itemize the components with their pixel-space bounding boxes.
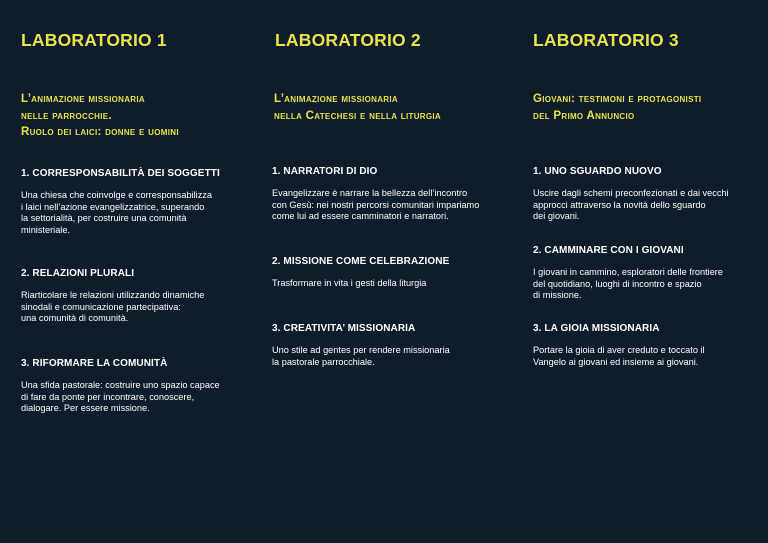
text-line: sinodali e comunicazione partecipativa: — [21, 301, 181, 312]
text-line: Una sfida pastorale: costruire uno spazio capace — [21, 380, 220, 390]
section-text — [272, 188, 517, 223]
lab2-section-1 — [272, 166, 517, 223]
section-title: 1. UNO SGUARDO NUOVO — [533, 166, 662, 177]
subtitle-line: L’animazione missionaria — [274, 93, 398, 105]
section-title: 3. CREATIVITA’ MISSIONARIA — [272, 323, 416, 334]
text-line: di missione. — [533, 290, 582, 301]
subtitle-line: L’animazione missionaria — [21, 93, 145, 105]
text-line: come lui ad essere camminatori e narratori. — [272, 211, 449, 222]
text-line: Uno stile ad gentes per rendere missionaria — [272, 345, 450, 355]
lab3-section-2 — [533, 245, 761, 302]
section-title: 2. CAMMINARE CON I GIOVANI — [533, 245, 684, 256]
laboratorio-3-subtitle — [533, 91, 701, 124]
lab3-section-3 — [533, 323, 761, 368]
lab2-section-2 — [272, 256, 517, 290]
text-line: approcci attraverso la novità dello sguardo — [533, 199, 706, 210]
lab2-section-3 — [272, 323, 517, 368]
subtitle-line: nelle parrocchie. — [21, 109, 112, 122]
section-title: 3. RIFORMARE LA COMUNITÀ — [21, 358, 168, 369]
laboratorio-3-column — [533, 0, 761, 543]
text-line: dei giovani. — [533, 211, 580, 222]
lab1-section-1 — [21, 168, 251, 236]
laboratorio-2-subtitle — [274, 91, 441, 124]
text-line: Vangelo ai giovani ed insieme ai giovani. — [533, 356, 699, 367]
section-text — [533, 267, 761, 302]
section-text — [21, 290, 251, 325]
subtitle-line: nella Catechesi e nella liturgia — [274, 109, 441, 122]
text-line: del quotidiano, luoghi di incontro e spazio — [533, 278, 702, 289]
laboratorio-1-subtitle — [21, 91, 179, 141]
section-title: 1. NARRATORI DI DIO — [272, 166, 378, 177]
text-line: la pastorale parrocchiale. — [272, 356, 375, 367]
section-title: 1. CORRESPONSABILITÀ DEI SOGGETTI — [21, 168, 220, 179]
text-line: Trasformare in vita i gesti della liturgia — [272, 278, 427, 288]
section-title: 2. RELAZIONI PLURALI — [21, 268, 135, 279]
section-text — [21, 380, 251, 415]
laboratorio-2-column — [272, 0, 517, 543]
text-line: Portare la gioia di aver creduto e toccato il — [533, 345, 705, 355]
text-line: Uscire dagli schemi preconfezionati e dai vecchi — [533, 188, 729, 198]
laboratorio-3-title: LABORATORIO 3 — [533, 30, 679, 50]
lab1-section-3 — [21, 358, 251, 415]
text-line: Riarticolare le relazioni utilizzando dinamiche — [21, 290, 205, 300]
text-line: i laici nell’azione evangelizzatrice, superando — [21, 201, 205, 212]
text-line: ministeriale. — [21, 224, 71, 235]
laboratorio-1-column — [21, 0, 251, 543]
section-text — [272, 345, 517, 368]
text-line: Evangelizzare è narrare la bellezza dell’incontro — [272, 188, 468, 198]
subtitle-line: del Primo Annuncio — [533, 109, 635, 122]
subtitle-line: Giovani: testimoni e protagonisti — [533, 93, 702, 105]
section-text — [533, 345, 761, 368]
text-line: I giovani in cammino, esploratori delle frontiere — [533, 267, 723, 277]
text-line: Una chiesa che coinvolge e corresponsabilizza — [21, 190, 213, 200]
section-title: 3. LA GIOIA MISSIONARIA — [533, 323, 660, 334]
section-text — [21, 190, 251, 236]
laboratorio-2-title: LABORATORIO 2 — [275, 30, 421, 50]
text-line: una comunità di comunità. — [21, 313, 129, 324]
section-text — [533, 188, 761, 223]
text-line: dialogare. Per essere missione. — [21, 403, 150, 414]
section-title: 2. MISSIONE COME CELEBRAZIONE — [272, 256, 450, 267]
subtitle-line: Ruolo dei laici: donne e uomini — [21, 126, 179, 138]
text-line: la settorialità, per costruire una comunità — [21, 213, 187, 224]
laboratorio-1-title: LABORATORIO 1 — [21, 30, 167, 50]
text-line: di fare da ponte per incontrare, conoscere, — [21, 391, 195, 402]
section-text — [272, 278, 517, 290]
text-line: con Gesù: nei nostri percorsi comunitari impariamo — [272, 199, 480, 210]
lab3-section-1 — [533, 166, 761, 223]
lab1-section-2 — [21, 268, 251, 325]
